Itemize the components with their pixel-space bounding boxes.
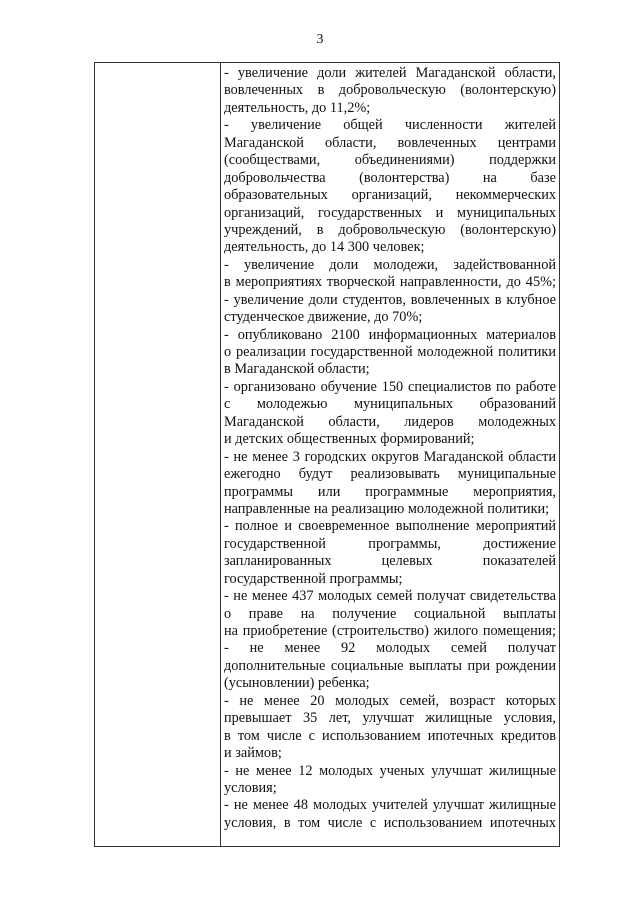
text-line: - организовано обучение 150 специалистов по работе — [224, 378, 556, 395]
text-line: ежегодно будут реализовывать муниципальные — [224, 466, 556, 483]
text-line: деятельность, до 14 300 человек; — [224, 239, 425, 256]
text-line: государственной программы, достижение — [224, 535, 556, 552]
text-line: - не менее 3 городских округов Магаданской области — [224, 448, 556, 465]
text-line: - увеличение доли жителей Магаданской области, — [224, 65, 556, 81]
text-line: в мероприятиях творческой направленности, до 45%; — [224, 274, 556, 291]
page-number: 3 — [316, 32, 324, 47]
text-line: - опубликовано 2100 информационных материалов — [224, 326, 556, 343]
text-line: дополнительные социальные выплаты при рождении — [224, 657, 556, 674]
text-line: - не менее 437 молодых семей получат свидетельства — [224, 588, 556, 605]
text-line: - увеличение доли молодежи, задействованной — [224, 256, 556, 273]
text-line: - полное и своевременное выполнение мероприятий — [224, 518, 556, 535]
text-line: программы или программные мероприятия, — [224, 483, 556, 500]
text-line: - увеличение доли студентов, вовлеченных в клубное — [224, 291, 556, 308]
text-line: в том числе с использованием ипотечных кредитов — [224, 727, 556, 744]
text-line: добровольчества (волонтерства) на базе — [224, 169, 556, 186]
text-line: условия, в том числе с использованием ипотечных — [224, 814, 556, 831]
table-left-cell — [95, 63, 221, 846]
text-line: и детских общественных формирований; — [224, 431, 475, 448]
text-line: и займов; — [224, 745, 282, 762]
text-line: организаций, государственных и муниципальных — [224, 204, 556, 221]
text-line: Магаданской области, лидеров молодежных — [224, 413, 556, 430]
text-line: в Магаданской области; — [224, 361, 370, 378]
content-table — [94, 62, 560, 847]
text-line: (сообществами, объединениями) поддержки — [224, 152, 556, 169]
text-line: - не менее 12 молодых ученых улучшат жилищные — [224, 762, 556, 779]
text-line: направленные на реализацию молодежной политики; — [224, 500, 550, 517]
text-line: вовлеченных в добровольческую (волонтерскую) — [224, 82, 556, 99]
text-line: деятельность, до 11,2%; — [224, 99, 371, 116]
text-line: - не менее 92 молодых семей получат — [224, 640, 556, 657]
text-line: - не менее 48 молодых учителей улучшат жилищные — [224, 797, 556, 814]
text-line: Магаданской области, вовлеченных центрами — [224, 134, 556, 151]
text-line: с молодежью муниципальных образований — [224, 396, 556, 413]
text-line: запланированных целевых показателей — [224, 553, 556, 570]
text-line: на приобретение (строительство) жилого помещения; — [224, 623, 556, 639]
text-line: учреждений, в добровольческую (волонтерскую) — [224, 221, 556, 238]
text-line: студенческое движение, до 70%; — [224, 309, 423, 326]
text-line: о реализации государственной молодежной политики — [224, 344, 556, 360]
text-line: (усыновлении) ребенка; — [224, 675, 370, 692]
text-line: образовательных организаций, некоммерческих — [224, 187, 556, 204]
text-line: о праве на получение социальной выплаты — [224, 605, 556, 622]
text-line: - не менее 20 молодых семей, возраст которых — [224, 692, 556, 709]
table-right-cell — [221, 63, 559, 832]
text-line: государственной программы; — [224, 570, 403, 587]
text-line: - увеличение общей численности жителей — [224, 117, 556, 134]
text-line: условия; — [224, 779, 277, 796]
text-line: превышает 35 лет, улучшат жилищные условия, — [224, 710, 556, 727]
